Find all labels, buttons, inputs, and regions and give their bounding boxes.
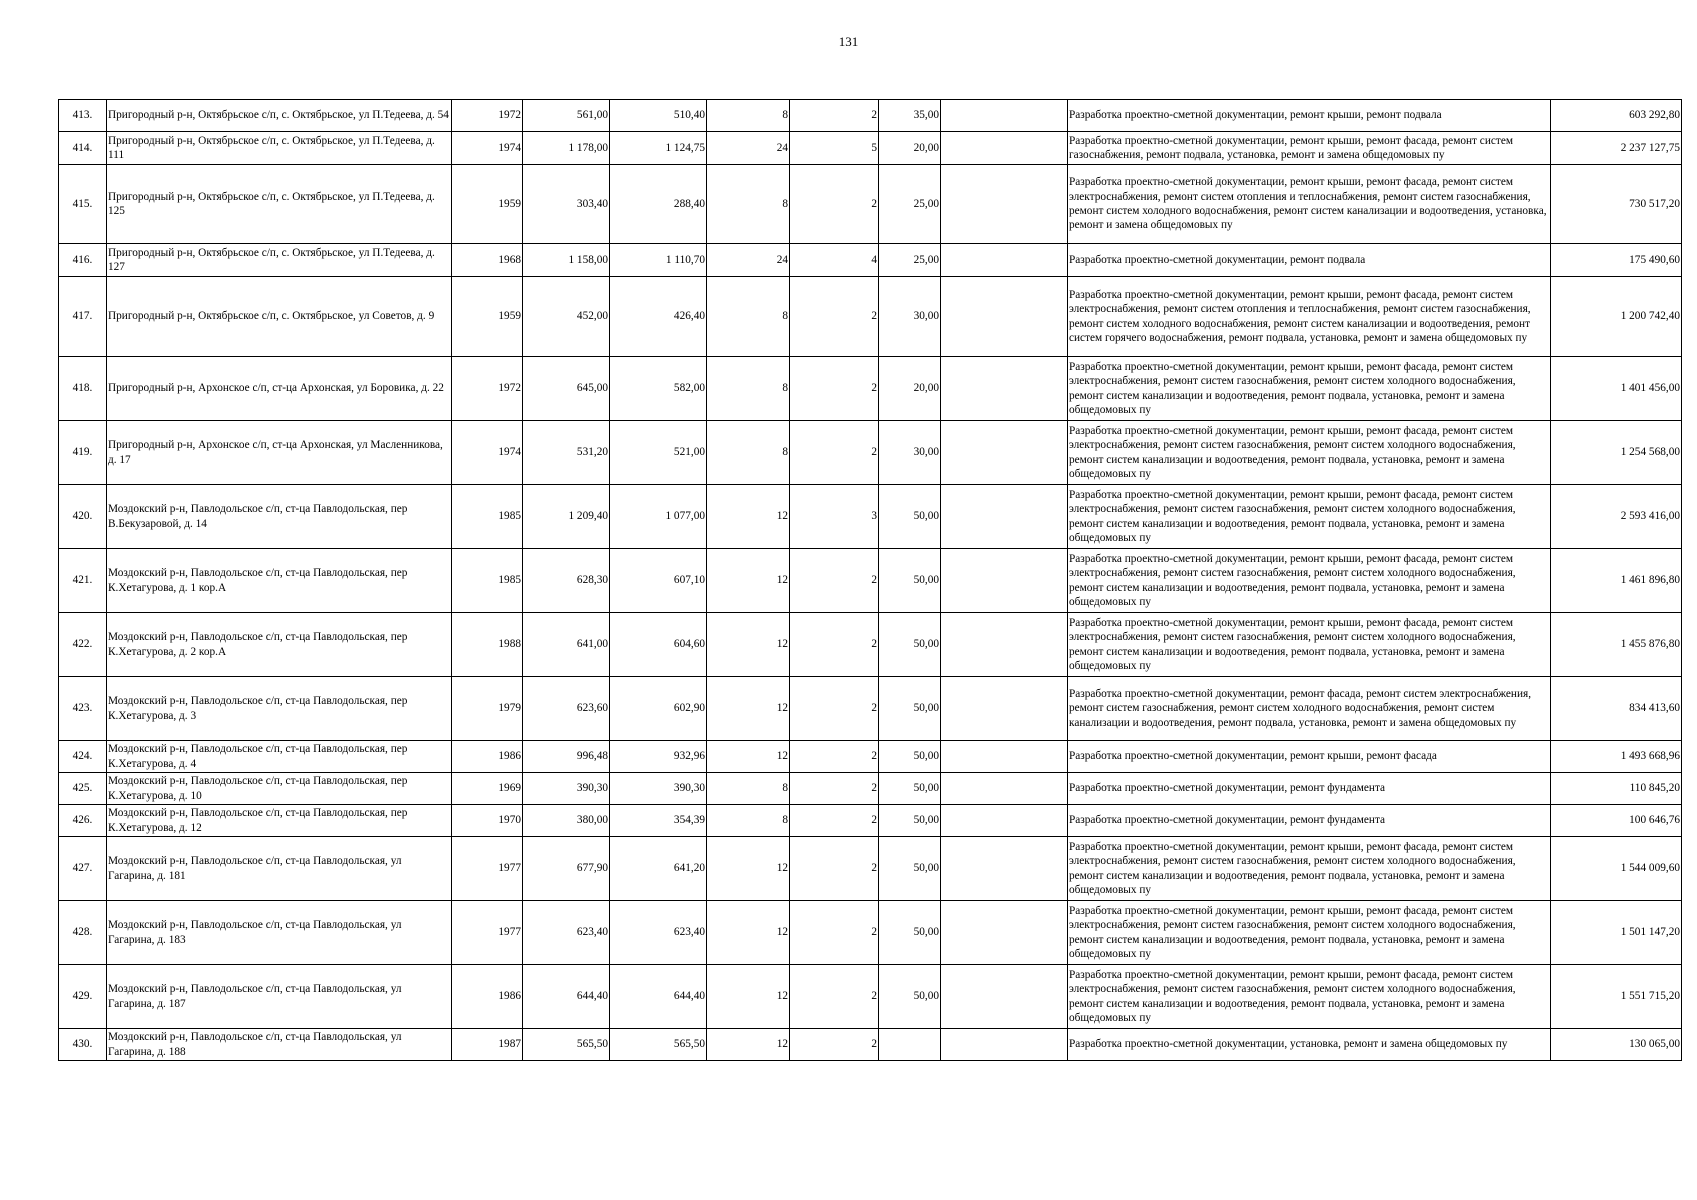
page-number: 131 — [838, 34, 859, 49]
living-area-cell: 607,10 — [610, 549, 707, 613]
living-area-cell: 582,00 — [610, 357, 707, 421]
living-area-cell: 354,39 — [610, 805, 707, 837]
works-cell: Разработка проектно-сметной документации, ремонт крыши, ремонт фасада, ремонт систем электроснабжения, ремонт систем отопления и теплоснабжения, ремонт систем газоснабжения, ремонт систем холодного водоснабжения, ремонт систем канализации и водоотведения, ремонт систем горячего водоснабжения, ремонт подвала, установка, ремонт и замена общедомовых пу — [1068, 277, 1551, 357]
works-cell: Разработка проектно-сметной документации, ремонт крыши, ремонт подвала — [1068, 100, 1551, 132]
table-row — [59, 277, 1682, 357]
row-number-cell: 421. — [59, 549, 107, 613]
table-row — [59, 100, 1682, 132]
empty-cell — [941, 965, 1068, 1029]
floors-cell: 2 — [790, 805, 879, 837]
floors-cell: 3 — [790, 485, 879, 549]
year-cell: 1974 — [452, 421, 523, 485]
floors-cell: 2 — [790, 277, 879, 357]
apartments-cell: 8 — [707, 100, 790, 132]
floors-cell: 2 — [790, 613, 879, 677]
empty-cell — [941, 837, 1068, 901]
wear-percent-cell: 25,00 — [879, 244, 941, 277]
wear-percent-cell: 50,00 — [879, 485, 941, 549]
works-cell: Разработка проектно-сметной документации, ремонт крыши, ремонт фасада, ремонт систем электроснабжения, ремонт систем газоснабжения, ремонт систем холодного водоснабжения, ремонт систем канализации и водоотведения, ремонт подвала, установка, ремонт и замена общедомовых пу — [1068, 421, 1551, 485]
floors-cell: 2 — [790, 100, 879, 132]
empty-cell — [941, 357, 1068, 421]
year-cell: 1959 — [452, 165, 523, 244]
empty-cell — [941, 901, 1068, 965]
total-area-cell: 380,00 — [523, 805, 610, 837]
wear-percent-cell — [879, 1029, 941, 1061]
row-number-cell: 413. — [59, 100, 107, 132]
apartments-cell: 12 — [707, 549, 790, 613]
total-area-cell: 644,40 — [523, 965, 610, 1029]
address-cell: Моздокский р-н, Павлодольское с/п, ст-ца Павлодольская, ул Гагарина, д. 181 — [107, 837, 452, 901]
living-area-cell: 1 077,00 — [610, 485, 707, 549]
year-cell: 1977 — [452, 837, 523, 901]
wear-percent-cell: 50,00 — [879, 805, 941, 837]
address-cell: Пригородный р-н, Октябрьское с/п, с. Октябрьское, ул П.Тедеева, д. 125 — [107, 165, 452, 244]
cost-cell: 1 461 896,80 — [1551, 549, 1682, 613]
empty-cell — [941, 741, 1068, 773]
apartments-cell: 8 — [707, 357, 790, 421]
cost-cell: 1 254 568,00 — [1551, 421, 1682, 485]
empty-cell — [941, 485, 1068, 549]
table-row — [59, 613, 1682, 677]
year-cell: 1985 — [452, 485, 523, 549]
wear-percent-cell: 50,00 — [879, 741, 941, 773]
row-number-cell: 416. — [59, 244, 107, 277]
year-cell: 1972 — [452, 100, 523, 132]
address-cell: Пригородный р-н, Октябрьское с/п, с. Октябрьское, ул П.Тедеева, д. 127 — [107, 244, 452, 277]
works-cell: Разработка проектно-сметной документации, ремонт крыши, ремонт фасада, ремонт систем электроснабжения, ремонт систем газоснабжения, ремонт систем холодного водоснабжения, ремонт систем канализации и водоотведения, ремонт подвала, установка, ремонт и замена общедомовых пу — [1068, 837, 1551, 901]
address-cell: Моздокский р-н, Павлодольское с/п, ст-ца Павлодольская, пер К.Хетагурова, д. 12 — [107, 805, 452, 837]
row-number-cell: 430. — [59, 1029, 107, 1061]
address-cell: Моздокский р-н, Павлодольское с/п, ст-ца Павлодольская, пер К.Хетагурова, д. 2 кор.А — [107, 613, 452, 677]
address-cell: Пригородный р-н, Октябрьское с/п, с. Октябрьское, ул П.Тедеева, д. 54 — [107, 100, 452, 132]
apartments-cell: 12 — [707, 677, 790, 741]
floors-cell: 2 — [790, 165, 879, 244]
total-area-cell: 452,00 — [523, 277, 610, 357]
table-row — [59, 741, 1682, 773]
works-cell: Разработка проектно-сметной документации, ремонт крыши, ремонт фасада, ремонт систем электроснабжения, ремонт систем газоснабжения, ремонт систем холодного водоснабжения, ремонт систем канализации и водоотведения, ремонт подвала, установка, ремонт и замена общедомовых пу — [1068, 613, 1551, 677]
works-cell: Разработка проектно-сметной документации, ремонт фундамента — [1068, 805, 1551, 837]
year-cell: 1987 — [452, 1029, 523, 1061]
floors-cell: 2 — [790, 773, 879, 805]
apartments-cell: 8 — [707, 277, 790, 357]
works-cell: Разработка проектно-сметной документации, ремонт фундамента — [1068, 773, 1551, 805]
wear-percent-cell: 20,00 — [879, 357, 941, 421]
cost-cell: 2 237 127,75 — [1551, 132, 1682, 165]
works-cell: Разработка проектно-сметной документации, установка, ремонт и замена общедомовых пу — [1068, 1029, 1551, 1061]
wear-percent-cell: 50,00 — [879, 901, 941, 965]
works-cell: Разработка проектно-сметной документации, ремонт крыши, ремонт фасада, ремонт систем электроснабжения, ремонт систем газоснабжения, ремонт систем холодного водоснабжения, ремонт систем канализации и водоотведения, ремонт подвала, установка, ремонт и замена общедомовых пу — [1068, 549, 1551, 613]
total-area-cell: 641,00 — [523, 613, 610, 677]
row-number-cell: 414. — [59, 132, 107, 165]
floors-cell: 5 — [790, 132, 879, 165]
empty-cell — [941, 677, 1068, 741]
wear-percent-cell: 50,00 — [879, 773, 941, 805]
works-cell: Разработка проектно-сметной документации, ремонт крыши, ремонт фасада, ремонт систем электроснабжения, ремонт систем газоснабжения, ремонт систем холодного водоснабжения, ремонт систем канализации и водоотведения, ремонт подвала, установка, ремонт и замена общедомовых пу — [1068, 965, 1551, 1029]
total-area-cell: 565,50 — [523, 1029, 610, 1061]
living-area-cell: 565,50 — [610, 1029, 707, 1061]
apartments-cell: 12 — [707, 1029, 790, 1061]
year-cell: 1988 — [452, 613, 523, 677]
year-cell: 1986 — [452, 965, 523, 1029]
living-area-cell: 623,40 — [610, 901, 707, 965]
apartments-cell: 8 — [707, 805, 790, 837]
cost-cell: 730 517,20 — [1551, 165, 1682, 244]
table-row — [59, 485, 1682, 549]
floors-cell: 2 — [790, 357, 879, 421]
year-cell: 1959 — [452, 277, 523, 357]
works-cell: Разработка проектно-сметной документации, ремонт крыши, ремонт фасада, ремонт систем газоснабжения, ремонт подвала, установка, ремонт и замена общедомовых пу — [1068, 132, 1551, 165]
wear-percent-cell: 50,00 — [879, 549, 941, 613]
floors-cell: 2 — [790, 741, 879, 773]
total-area-cell: 623,60 — [523, 677, 610, 741]
floors-cell: 2 — [790, 677, 879, 741]
table-row — [59, 677, 1682, 741]
wear-percent-cell: 30,00 — [879, 421, 941, 485]
year-cell: 1969 — [452, 773, 523, 805]
works-cell: Разработка проектно-сметной документации, ремонт крыши, ремонт фасада, ремонт систем электроснабжения, ремонт систем отопления и теплоснабжения, ремонт систем газоснабжения, ремонт систем холодного водоснабжения, ремонт систем канализации и водоотведения, установка, ремонт и замена общедомовых пу — [1068, 165, 1551, 244]
table-row — [59, 165, 1682, 244]
floors-cell: 2 — [790, 1029, 879, 1061]
cost-cell: 1 544 009,60 — [1551, 837, 1682, 901]
cost-cell: 1 501 147,20 — [1551, 901, 1682, 965]
year-cell: 1979 — [452, 677, 523, 741]
cost-cell: 1 551 715,20 — [1551, 965, 1682, 1029]
empty-cell — [941, 277, 1068, 357]
empty-cell — [941, 1029, 1068, 1061]
empty-cell — [941, 805, 1068, 837]
address-cell: Пригородный р-н, Архонское с/п, ст-ца Архонская, ул Масленникова, д. 17 — [107, 421, 452, 485]
cost-cell: 110 845,20 — [1551, 773, 1682, 805]
address-cell: Моздокский р-н, Павлодольское с/п, ст-ца Павлодольская, пер К.Хетагурова, д. 1 кор.А — [107, 549, 452, 613]
cost-cell: 100 646,76 — [1551, 805, 1682, 837]
apartments-cell: 24 — [707, 132, 790, 165]
apartments-cell: 12 — [707, 741, 790, 773]
row-number-cell: 419. — [59, 421, 107, 485]
cost-cell: 1 493 668,96 — [1551, 741, 1682, 773]
total-area-cell: 531,20 — [523, 421, 610, 485]
living-area-cell: 288,40 — [610, 165, 707, 244]
living-area-cell: 644,40 — [610, 965, 707, 1029]
table-row — [59, 837, 1682, 901]
apartments-cell: 12 — [707, 485, 790, 549]
living-area-cell: 390,30 — [610, 773, 707, 805]
total-area-cell: 1 209,40 — [523, 485, 610, 549]
row-number-cell: 428. — [59, 901, 107, 965]
total-area-cell: 996,48 — [523, 741, 610, 773]
cost-cell: 1 200 742,40 — [1551, 277, 1682, 357]
table-row — [59, 805, 1682, 837]
living-area-cell: 510,40 — [610, 100, 707, 132]
wear-percent-cell: 50,00 — [879, 677, 941, 741]
year-cell: 1974 — [452, 132, 523, 165]
cost-cell: 834 413,60 — [1551, 677, 1682, 741]
table-row — [59, 901, 1682, 965]
apartments-cell: 12 — [707, 613, 790, 677]
apartments-cell: 12 — [707, 901, 790, 965]
apartments-cell: 8 — [707, 165, 790, 244]
living-area-cell: 641,20 — [610, 837, 707, 901]
works-cell: Разработка проектно-сметной документации, ремонт крыши, ремонт фасада, ремонт систем электроснабжения, ремонт систем газоснабжения, ремонт систем холодного водоснабжения, ремонт систем канализации и водоотведения, ремонт подвала, установка, ремонт и замена общедомовых пу — [1068, 357, 1551, 421]
table-body — [59, 100, 1682, 1061]
row-number-cell: 424. — [59, 741, 107, 773]
table-row — [59, 357, 1682, 421]
empty-cell — [941, 132, 1068, 165]
empty-cell — [941, 549, 1068, 613]
apartments-cell: 12 — [707, 965, 790, 1029]
cost-cell: 130 065,00 — [1551, 1029, 1682, 1061]
row-number-cell: 415. — [59, 165, 107, 244]
row-number-cell: 426. — [59, 805, 107, 837]
address-cell: Моздокский р-н, Павлодольское с/п, ст-ца Павлодольская, пер К.Хетагурова, д. 3 — [107, 677, 452, 741]
wear-percent-cell: 30,00 — [879, 277, 941, 357]
works-cell: Разработка проектно-сметной документации, ремонт крыши, ремонт фасада, ремонт систем электроснабжения, ремонт систем газоснабжения, ремонт систем холодного водоснабжения, ремонт систем канализации и водоотведения, ремонт подвала, установка, ремонт и замена общедомовых пу — [1068, 901, 1551, 965]
floors-cell: 2 — [790, 901, 879, 965]
total-area-cell: 561,00 — [523, 100, 610, 132]
table-row — [59, 549, 1682, 613]
works-cell: Разработка проектно-сметной документации, ремонт фасада, ремонт систем электроснабжения, ремонт систем газоснабжения, ремонт систем холодного водоснабжения, ремонт систем канализации и водоотведения, ремонт подвала, установка, ремонт и замена общедомовых пу — [1068, 677, 1551, 741]
living-area-cell: 932,96 — [610, 741, 707, 773]
empty-cell — [941, 421, 1068, 485]
total-area-cell: 303,40 — [523, 165, 610, 244]
total-area-cell: 677,90 — [523, 837, 610, 901]
floors-cell: 2 — [790, 549, 879, 613]
table-row — [59, 1029, 1682, 1061]
apartments-cell: 8 — [707, 773, 790, 805]
total-area-cell: 1 178,00 — [523, 132, 610, 165]
cost-cell: 1 401 456,00 — [1551, 357, 1682, 421]
apartments-cell: 8 — [707, 421, 790, 485]
year-cell: 1986 — [452, 741, 523, 773]
wear-percent-cell: 50,00 — [879, 613, 941, 677]
floors-cell: 4 — [790, 244, 879, 277]
address-cell: Моздокский р-н, Павлодольское с/п, ст-ца Павлодольская, ул Гагарина, д. 183 — [107, 901, 452, 965]
total-area-cell: 645,00 — [523, 357, 610, 421]
total-area-cell: 390,30 — [523, 773, 610, 805]
row-number-cell: 425. — [59, 773, 107, 805]
empty-cell — [941, 773, 1068, 805]
total-area-cell: 628,30 — [523, 549, 610, 613]
row-number-cell: 418. — [59, 357, 107, 421]
year-cell: 1977 — [452, 901, 523, 965]
address-cell: Пригородный р-н, Октябрьское с/п, с. Октябрьское, ул П.Тедеева, д. 111 — [107, 132, 452, 165]
cost-cell: 2 593 416,00 — [1551, 485, 1682, 549]
table-row — [59, 965, 1682, 1029]
floors-cell: 2 — [790, 837, 879, 901]
row-number-cell: 420. — [59, 485, 107, 549]
works-cell: Разработка проектно-сметной документации, ремонт крыши, ремонт фасада, ремонт систем электроснабжения, ремонт систем газоснабжения, ремонт систем холодного водоснабжения, ремонт систем канализации и водоотведения, ремонт подвала, установка, ремонт и замена общедомовых пу — [1068, 485, 1551, 549]
table-row — [59, 132, 1682, 165]
cost-cell: 1 455 876,80 — [1551, 613, 1682, 677]
living-area-cell: 602,90 — [610, 677, 707, 741]
year-cell: 1985 — [452, 549, 523, 613]
table-row — [59, 244, 1682, 277]
empty-cell — [941, 244, 1068, 277]
living-area-cell: 604,60 — [610, 613, 707, 677]
address-cell: Моздокский р-н, Павлодольское с/п, ст-ца Павлодольская, ул Гагарина, д. 188 — [107, 1029, 452, 1061]
wear-percent-cell: 25,00 — [879, 165, 941, 244]
table-row — [59, 421, 1682, 485]
cost-cell: 603 292,80 — [1551, 100, 1682, 132]
buildings-table — [58, 99, 1682, 1061]
year-cell: 1968 — [452, 244, 523, 277]
row-number-cell: 422. — [59, 613, 107, 677]
empty-cell — [941, 165, 1068, 244]
address-cell: Моздокский р-н, Павлодольское с/п, ст-ца Павлодольская, пер В.Бекузаровой, д. 14 — [107, 485, 452, 549]
address-cell: Моздокский р-н, Павлодольское с/п, ст-ца Павлодольская, пер К.Хетагурова, д. 10 — [107, 773, 452, 805]
address-cell: Пригородный р-н, Архонское с/п, ст-ца Архонская, ул Боровика, д. 22 — [107, 357, 452, 421]
wear-percent-cell: 35,00 — [879, 100, 941, 132]
total-area-cell: 1 158,00 — [523, 244, 610, 277]
works-cell: Разработка проектно-сметной документации, ремонт подвала — [1068, 244, 1551, 277]
address-cell: Моздокский р-н, Павлодольское с/п, ст-ца Павлодольская, ул Гагарина, д. 187 — [107, 965, 452, 1029]
living-area-cell: 1 110,70 — [610, 244, 707, 277]
address-cell: Моздокский р-н, Павлодольское с/п, ст-ца Павлодольская, пер К.Хетагурова, д. 4 — [107, 741, 452, 773]
row-number-cell: 423. — [59, 677, 107, 741]
apartments-cell: 12 — [707, 837, 790, 901]
row-number-cell: 427. — [59, 837, 107, 901]
apartments-cell: 24 — [707, 244, 790, 277]
living-area-cell: 426,40 — [610, 277, 707, 357]
row-number-cell: 417. — [59, 277, 107, 357]
living-area-cell: 1 124,75 — [610, 132, 707, 165]
address-cell: Пригородный р-н, Октябрьское с/п, с. Октябрьское, ул Советов, д. 9 — [107, 277, 452, 357]
table-row — [59, 773, 1682, 805]
cost-cell: 175 490,60 — [1551, 244, 1682, 277]
total-area-cell: 623,40 — [523, 901, 610, 965]
floors-cell: 2 — [790, 421, 879, 485]
row-number-cell: 429. — [59, 965, 107, 1029]
wear-percent-cell: 20,00 — [879, 132, 941, 165]
wear-percent-cell: 50,00 — [879, 965, 941, 1029]
year-cell: 1972 — [452, 357, 523, 421]
wear-percent-cell: 50,00 — [879, 837, 941, 901]
works-cell: Разработка проектно-сметной документации, ремонт крыши, ремонт фасада — [1068, 741, 1551, 773]
empty-cell — [941, 100, 1068, 132]
year-cell: 1970 — [452, 805, 523, 837]
living-area-cell: 521,00 — [610, 421, 707, 485]
floors-cell: 2 — [790, 965, 879, 1029]
empty-cell — [941, 613, 1068, 677]
